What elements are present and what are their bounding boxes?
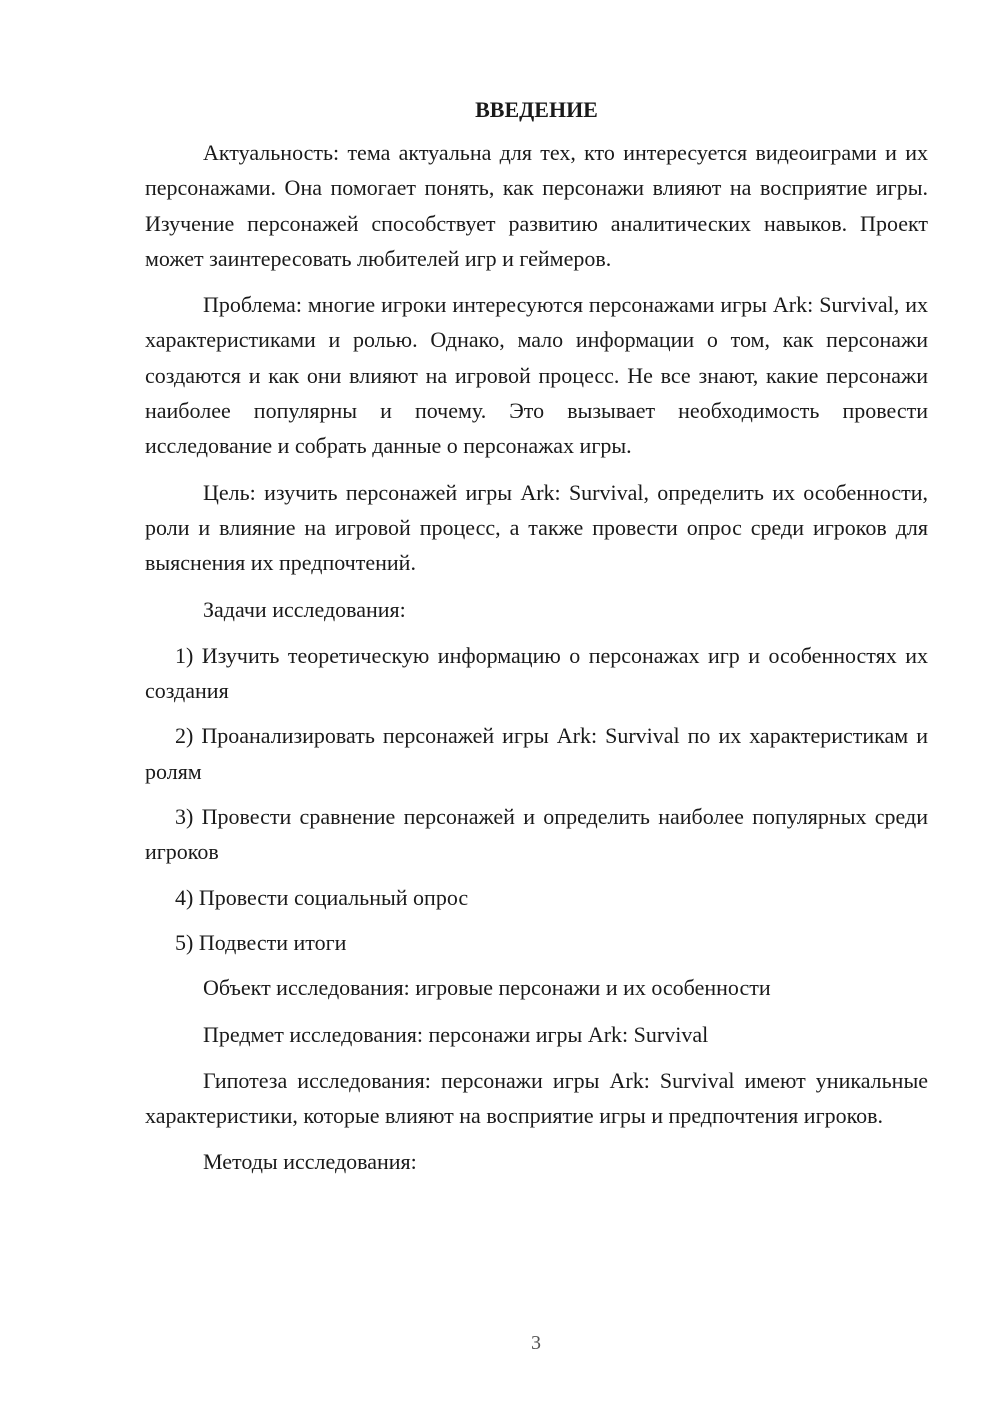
paragraph-hypothesis: Гипотеза исследования: персонажи игры Ark: Survival имеют уникальные характеристики, которые влияют на восприятие игры и предпочтения игроков. <box>145 1067 928 1129</box>
paragraph-object: Объект исследования: игровые персонажи и их особенности <box>203 975 771 1001</box>
task-item-5: 5) Подвести итоги <box>175 929 347 955</box>
paragraph-tasks-heading: Задачи исследования: <box>203 596 406 622</box>
paragraph-methods-heading: Методы исследования: <box>203 1149 417 1175</box>
paragraph-goal: Цель: изучить персонажей игры Ark: Survival, определить их особенности, роли и влияние на игровой процесс, а также провести опрос среди игроков для выяснения их предпочтений. <box>145 479 928 576</box>
paragraph-problem: Проблема: многие игроки интересуются персонажами игры Ark: Survival, их характеристиками и ролью. Однако, мало информации о том, как персонажи создаются и как они влияют на игровой процесс. Не все знают, какие персонажи наиболее популярны и почему. Это вызывает необходимость провести исследование и собрать данные о персонажах игры. <box>145 292 928 459</box>
paragraph-subject: Предмет исследования: персонажи игры Ark: Survival <box>203 1021 709 1047</box>
document-page <box>145 92 928 1191</box>
task-item-3: 3) Провести сравнение персонажей и определить наиболее популярных среди игроков <box>145 804 928 865</box>
task-item-2: 2) Проанализировать персонажей игры Ark: Survival по их характеристикам и ролям <box>145 723 928 784</box>
task-item-4: 4) Провести социальный опрос <box>175 884 469 910</box>
paragraph-relevance: Актуальность: тема актуальна для тех, кто интересуется видеоиграми и их персонажами. Она помогает понять, как персонажи влияют на восприятие игры. Изучение персонажей способствует развитию аналитических навыков. Проект может заинтересовать любителей игр и геймеров. <box>145 140 928 271</box>
page-number: 3 <box>531 1332 541 1354</box>
task-item-1: 1) Изучить теоретическую информацию о персонажах игр и особенностях их создания <box>145 642 928 704</box>
document-title: ВВЕДЕНИЕ <box>475 97 598 122</box>
